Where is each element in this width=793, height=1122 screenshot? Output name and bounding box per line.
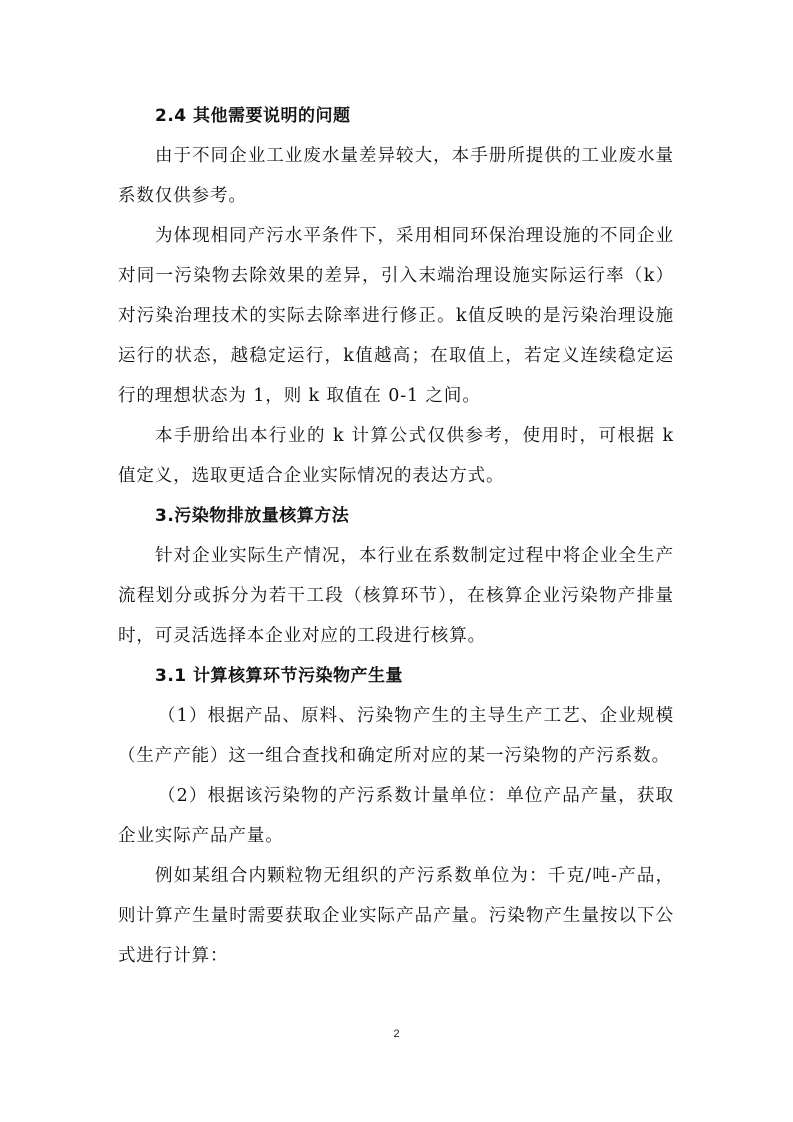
section-heading-3: 3.污染物排放量核算方法 (155, 506, 350, 526)
page-number: 2 (393, 1028, 400, 1040)
paragraph: 针对企业实际生产情况，本行业在系数制定过程中将企业全生产流程划分或拆分为若干工段（核算环节），在核算企业污染物产排量时，可灵活选择本企业对应的工段进行核算。 (118, 546, 674, 646)
page-content (118, 96, 674, 976)
paragraph: （1）根据产品、原料、污染物产生的主导生产工艺、企业规模（生产产能）这一组合查找和确定所对应的某一污染物的产污系数。 (118, 706, 674, 766)
section-heading-2-4: 2.4 其他需要说明的问题 (155, 106, 351, 126)
paragraph: （2）根据该污染物的产污系数计量单位：单位产品产量，获取企业实际产品产量。 (118, 786, 674, 846)
paragraph: 本手册给出本行业的 k 计算公式仅供参考，使用时，可根据 k 值定义，选取更适合企业实际情况的表达方式。 (118, 426, 674, 486)
section-heading-3-1: 3.1 计算核算环节污染物产生量 (155, 666, 404, 686)
paragraph: 为体现相同产污水平条件下，采用相同环保治理设施的不同企业对同一污染物去除效果的差异，引入末端治理设施实际运行率（k）对污染治理技术的实际去除率进行修正。k值反映的是污染治理设施运行的状态，越稳定运行，k值越高；在取值上，若定义连续稳定运行的理想状态为 1，则 k 取值在 0-1 之间。 (118, 226, 674, 406)
paragraph: 由于不同企业工业废水量差异较大，本手册所提供的工业废水量系数仅供参考。 (118, 146, 674, 206)
paragraph: 例如某组合内颗粒物无组织的产污系数单位为：千克/吨-产品，则计算产生量时需要获取企业实际产品产量。污染物产生量按以下公式进行计算： (118, 866, 674, 966)
